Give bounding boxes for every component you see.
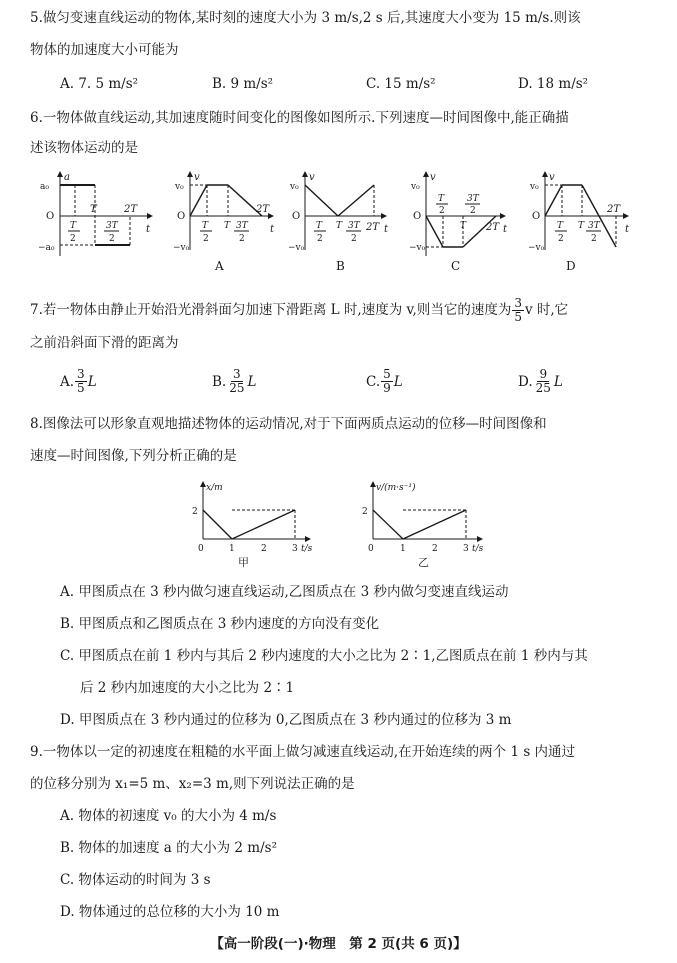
q8-graph-jia-caption: 甲 xyxy=(238,556,249,569)
q9-option-d: D. 物体通过的总位移的大小为 10 m xyxy=(60,904,280,920)
svg-text:T: T xyxy=(438,194,445,204)
svg-text:T: T xyxy=(202,221,209,231)
svg-text:t: t xyxy=(625,224,630,235)
q7-stem-line2: 之前沿斜面下滑的距离为 xyxy=(30,335,179,351)
q7-option-b xyxy=(212,368,256,395)
q5-stem-line1: 5.做匀变速直线运动的物体,某时刻的速度大小为 3 m/s,2 s 后,其速度大小变为 15 m/s.则该 xyxy=(30,10,581,26)
q7-option-d-suffix: L xyxy=(553,373,563,390)
svg-text:2: 2 xyxy=(239,234,245,244)
q6-stem-line2: 述该物体运动的是 xyxy=(30,140,138,156)
svg-text:3T: 3T xyxy=(348,221,360,231)
svg-text:v₀: v₀ xyxy=(175,182,184,192)
svg-text:−a₀: −a₀ xyxy=(38,243,55,253)
svg-text:3T: 3T xyxy=(467,194,479,204)
svg-text:2: 2 xyxy=(558,234,564,244)
svg-text:3T: 3T xyxy=(106,221,118,231)
q7-option-a-den: 5 xyxy=(77,381,85,395)
q7-option-a-label: A. xyxy=(60,373,75,390)
q7-option-d-fraction xyxy=(534,368,553,395)
svg-text:−v₀: −v₀ xyxy=(173,243,190,253)
svg-text:v₀: v₀ xyxy=(411,182,420,192)
q8-option-c-line1: C. 甲图质点在前 1 秒内与其后 2 秒内速度的大小之比为 2∶1,乙图质点在前 1 秒内与其 xyxy=(60,648,588,664)
svg-text:T: T xyxy=(578,221,585,231)
q7-option-a xyxy=(60,368,97,395)
q6-stem-line1: 6.一物体做直线运动,其加速度随时间变化的图像如图所示.下列速度—时间图像中,能正确描 xyxy=(30,110,569,126)
q7-option-b-label: B. xyxy=(212,373,227,390)
q6-graph-b-caption: B xyxy=(336,259,345,273)
svg-text:1: 1 xyxy=(229,544,235,554)
svg-text:T: T xyxy=(557,221,564,231)
q7-option-c-suffix: L xyxy=(393,373,403,390)
q8-graph-yi-caption: 乙 xyxy=(418,556,429,569)
svg-text:2: 2 xyxy=(261,544,267,554)
svg-text:2T: 2T xyxy=(124,204,138,215)
q7-option-c xyxy=(366,368,403,395)
svg-text:2: 2 xyxy=(470,206,476,216)
svg-text:O: O xyxy=(532,211,541,222)
q7-stem-line1 xyxy=(30,290,568,330)
svg-text:O: O xyxy=(292,211,301,222)
svg-text:2T: 2T xyxy=(607,204,621,215)
q5-option-b: B. 9 m/s² xyxy=(212,76,274,92)
q8-option-b: B. 甲图质点和乙图质点在 3 秒内速度的方向没有变化 xyxy=(60,616,380,632)
svg-text:2: 2 xyxy=(432,544,438,554)
svg-text:3: 3 xyxy=(292,544,298,554)
q9-stem-line1: 9.一物体以一定的初速度在粗糙的水平面上做匀减速直线运动,在开始连续的两个 1 s 内通过 xyxy=(30,744,576,760)
q7-option-c-fraction xyxy=(381,368,393,395)
q6-graph-c-caption: C xyxy=(451,259,461,273)
svg-text:t: t xyxy=(384,224,389,235)
q7-option-b-fraction xyxy=(227,368,246,395)
q6-graph-d-labels xyxy=(528,172,630,273)
q7-stem-fraction-den: 5 xyxy=(514,309,522,324)
svg-text:t: t xyxy=(146,224,151,235)
q9-option-b: B. 物体的加速度 a 的大小为 2 m/s² xyxy=(60,840,277,856)
svg-text:a: a xyxy=(64,172,70,183)
q7-option-a-num: 3 xyxy=(77,367,85,381)
q6-graph-a-labels xyxy=(173,172,275,273)
svg-text:0: 0 xyxy=(198,544,204,554)
svg-text:T: T xyxy=(336,221,343,231)
svg-text:1: 1 xyxy=(400,544,406,554)
q8-figures xyxy=(0,478,677,573)
svg-text:T: T xyxy=(460,221,467,231)
svg-text:2T: 2T xyxy=(366,222,380,233)
q7-option-b-suffix: L xyxy=(247,373,257,390)
q7-stem-text-b: v 时,它 xyxy=(524,302,569,318)
q6-figures xyxy=(0,165,677,280)
q7-option-c-num: 5 xyxy=(383,367,391,381)
q7-option-d-label: D. xyxy=(518,373,533,390)
q9-option-a: A. 物体的初速度 v₀ 的大小为 4 m/s xyxy=(60,808,277,824)
svg-text:2: 2 xyxy=(591,234,597,244)
q7-option-d xyxy=(518,368,563,395)
svg-text:2: 2 xyxy=(192,507,198,517)
svg-text:v: v xyxy=(194,172,200,183)
svg-text:T: T xyxy=(224,221,231,231)
q8-stem-line2: 速度—时间图像,下列分析正确的是 xyxy=(30,448,237,464)
q6-graph-d-caption: D xyxy=(566,259,576,273)
svg-text:v: v xyxy=(430,172,436,183)
q6-graph-c xyxy=(426,172,505,256)
q8-graph-yi-labels xyxy=(362,482,484,569)
svg-text:v: v xyxy=(309,172,315,183)
svg-text:O: O xyxy=(413,211,422,222)
svg-text:−v₀: −v₀ xyxy=(288,243,305,253)
q6-graph-c-labels xyxy=(409,172,508,273)
page-footer: 【高一阶段(一)·物理 第 2 页(共 6 页)】 xyxy=(210,936,467,952)
q7-stem-fraction xyxy=(512,297,524,324)
svg-text:2T: 2T xyxy=(256,204,270,215)
svg-text:t: t xyxy=(503,224,508,235)
svg-text:v₀: v₀ xyxy=(290,182,299,192)
svg-text:T: T xyxy=(70,221,77,231)
q5-option-c: C. 15 m/s² xyxy=(366,76,436,92)
q8-option-c-line2: 后 2 秒内加速度的大小之比为 2∶1 xyxy=(80,680,295,696)
q8-graph-yi-xlabel: t/s xyxy=(472,544,484,554)
svg-text:v₀: v₀ xyxy=(530,182,539,192)
svg-text:2: 2 xyxy=(109,234,115,244)
svg-text:O: O xyxy=(177,211,186,222)
svg-text:2: 2 xyxy=(70,234,76,244)
q8-stem-line1: 8.图像法可以形象直观地描述物体的运动情况,对于下面两质点运动的位移—时间图像和 xyxy=(30,416,547,432)
q7-option-d-den: 25 xyxy=(535,381,551,395)
svg-text:2: 2 xyxy=(351,234,357,244)
svg-text:T: T xyxy=(316,221,323,231)
q8-option-d: D. 甲图质点在 3 秒内通过的位移为 0,乙图质点在 3 秒内通过的位移为 3 m xyxy=(60,712,512,728)
q7-option-c-den: 9 xyxy=(383,381,391,395)
svg-text:t: t xyxy=(270,224,275,235)
svg-text:O: O xyxy=(46,211,55,222)
svg-text:2: 2 xyxy=(439,206,445,216)
svg-text:0: 0 xyxy=(368,544,374,554)
svg-text:T: T xyxy=(90,204,97,215)
q9-option-c: C. 物体运动的时间为 3 s xyxy=(60,872,211,888)
q7-option-a-fraction xyxy=(75,368,87,395)
q8-graph-jia-xlabel: t/s xyxy=(301,544,313,554)
q7-option-b-den: 25 xyxy=(229,381,245,395)
svg-text:a₀: a₀ xyxy=(40,182,49,192)
q8-option-a: A. 甲图质点在 3 秒内做匀速直线运动,乙图质点在 3 秒内做匀变速直线运动 xyxy=(60,584,509,600)
q6-graph-a-caption: A xyxy=(215,259,224,273)
q5-option-a: A. 7. 5 m/s² xyxy=(60,76,139,92)
svg-text:3T: 3T xyxy=(588,221,600,231)
q7-stem-fraction-num: 3 xyxy=(514,295,522,310)
svg-text:2T: 2T xyxy=(486,222,500,233)
q8-graph-jia-ylabel: x/m xyxy=(206,483,223,493)
svg-text:3T: 3T xyxy=(236,221,248,231)
svg-text:2: 2 xyxy=(317,234,323,244)
q7-option-c-label: C. xyxy=(366,373,381,390)
q9-stem-line2: 的位移分别为 x₁=5 m、x₂=3 m,则下列说法正确的是 xyxy=(30,776,355,792)
svg-text:2: 2 xyxy=(203,234,209,244)
svg-text:−v₀: −v₀ xyxy=(409,243,426,253)
svg-text:3: 3 xyxy=(463,544,469,554)
q5-stem-line2: 物体的加速度大小可能为 xyxy=(30,42,179,58)
svg-text:2: 2 xyxy=(362,507,368,517)
q7-option-d-num: 9 xyxy=(539,367,548,381)
q7-stem-text-a: 7.若一物体由静止开始沿光滑斜面匀加速下滑距离 L 时,速度为 v,则当它的速度为 xyxy=(30,302,512,318)
q8-graph-yi-ylabel: v/(m·s⁻¹) xyxy=(376,483,416,493)
q5-option-d: D. 18 m/s² xyxy=(518,76,589,92)
q7-option-b-num: 3 xyxy=(233,367,241,381)
svg-text:v: v xyxy=(549,172,555,183)
svg-text:−v₀: −v₀ xyxy=(528,243,545,253)
q7-option-a-suffix: L xyxy=(87,373,97,390)
